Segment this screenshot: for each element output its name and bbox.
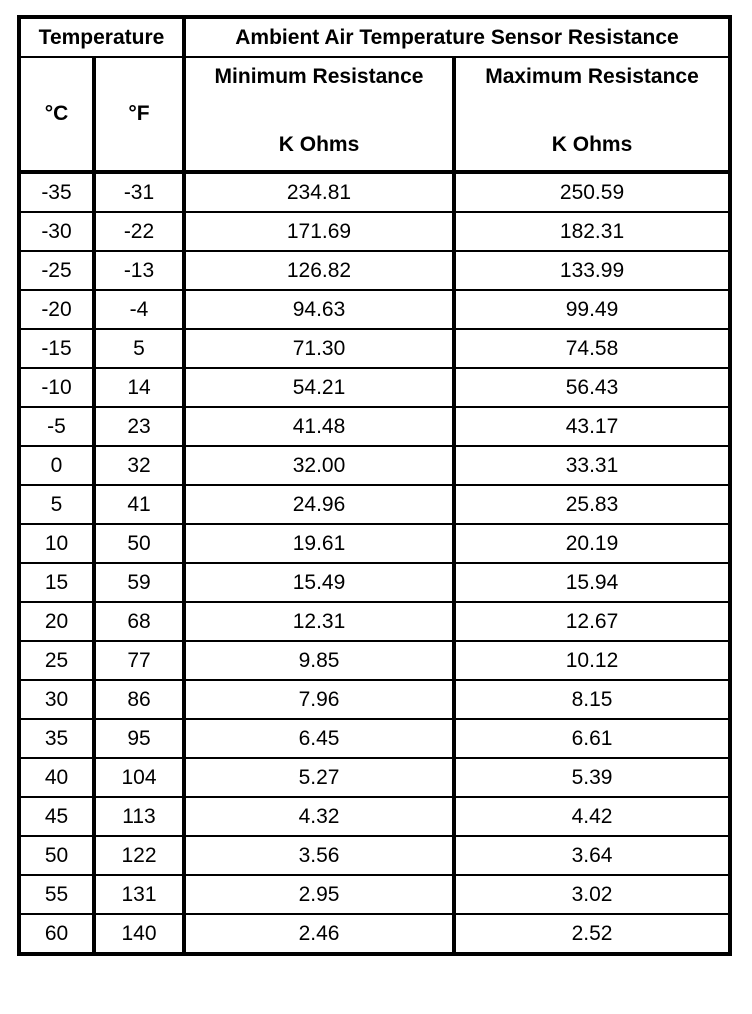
max-resistance-cell: 6.61 bbox=[454, 719, 730, 758]
celsius-cell: 25 bbox=[19, 641, 94, 680]
table-row bbox=[19, 251, 730, 290]
celsius-cell: 45 bbox=[19, 797, 94, 836]
table-row bbox=[19, 680, 730, 719]
min-resistance-cell: 234.81 bbox=[184, 172, 454, 212]
resistance-group-header: Ambient Air Temperature Sensor Resistance bbox=[184, 17, 730, 57]
min-resistance-cell: 5.27 bbox=[184, 758, 454, 797]
min-resistance-cell: 19.61 bbox=[184, 524, 454, 563]
max-resistance-cell: 99.49 bbox=[454, 290, 730, 329]
min-resistance-cell: 126.82 bbox=[184, 251, 454, 290]
fahrenheit-cell: -13 bbox=[94, 251, 184, 290]
celsius-cell: 10 bbox=[19, 524, 94, 563]
fahrenheit-header: °F bbox=[94, 57, 184, 172]
table-row bbox=[19, 212, 730, 251]
min-resistance-cell: 24.96 bbox=[184, 485, 454, 524]
fahrenheit-cell: -4 bbox=[94, 290, 184, 329]
fahrenheit-cell: 5 bbox=[94, 329, 184, 368]
min-resistance-cell: 32.00 bbox=[184, 446, 454, 485]
fahrenheit-cell: 23 bbox=[94, 407, 184, 446]
table-row bbox=[19, 914, 730, 954]
fahrenheit-cell: 59 bbox=[94, 563, 184, 602]
celsius-cell: 40 bbox=[19, 758, 94, 797]
fahrenheit-cell: 77 bbox=[94, 641, 184, 680]
max-resistance-cell: 33.31 bbox=[454, 446, 730, 485]
max-resistance-cell: 74.58 bbox=[454, 329, 730, 368]
max-resistance-cell: 133.99 bbox=[454, 251, 730, 290]
min-resistance-cell: 2.95 bbox=[184, 875, 454, 914]
sensor-resistance-table bbox=[17, 15, 732, 956]
fahrenheit-cell: 131 bbox=[94, 875, 184, 914]
celsius-cell: -30 bbox=[19, 212, 94, 251]
fahrenheit-cell: 50 bbox=[94, 524, 184, 563]
fahrenheit-cell: 32 bbox=[94, 446, 184, 485]
max-resistance-header bbox=[454, 57, 730, 172]
max-resistance-cell: 4.42 bbox=[454, 797, 730, 836]
celsius-cell: 20 bbox=[19, 602, 94, 641]
table-row bbox=[19, 290, 730, 329]
temperature-header: Temperature bbox=[19, 17, 184, 57]
max-resistance-cell: 56.43 bbox=[454, 368, 730, 407]
min-resistance-cell: 171.69 bbox=[184, 212, 454, 251]
celsius-cell: 55 bbox=[19, 875, 94, 914]
fahrenheit-cell: 41 bbox=[94, 485, 184, 524]
celsius-cell: -10 bbox=[19, 368, 94, 407]
fahrenheit-cell: -22 bbox=[94, 212, 184, 251]
header-row-columns bbox=[19, 57, 730, 172]
max-resistance-cell: 20.19 bbox=[454, 524, 730, 563]
table-row bbox=[19, 407, 730, 446]
min-resistance-unit: K Ohms bbox=[278, 133, 360, 156]
min-resistance-cell: 7.96 bbox=[184, 680, 454, 719]
table-row bbox=[19, 641, 730, 680]
min-resistance-cell: 9.85 bbox=[184, 641, 454, 680]
fahrenheit-cell: 122 bbox=[94, 836, 184, 875]
min-resistance-cell: 94.63 bbox=[184, 290, 454, 329]
min-resistance-label: Minimum Resistance bbox=[214, 65, 424, 88]
fahrenheit-cell: 68 bbox=[94, 602, 184, 641]
table-row bbox=[19, 797, 730, 836]
max-resistance-cell: 182.31 bbox=[454, 212, 730, 251]
min-resistance-cell: 54.21 bbox=[184, 368, 454, 407]
table-row bbox=[19, 329, 730, 368]
table-row bbox=[19, 485, 730, 524]
table-row bbox=[19, 719, 730, 758]
max-resistance-cell: 8.15 bbox=[454, 680, 730, 719]
celsius-cell: 35 bbox=[19, 719, 94, 758]
min-resistance-header bbox=[184, 57, 454, 172]
table-row bbox=[19, 368, 730, 407]
celsius-cell: 60 bbox=[19, 914, 94, 954]
celsius-cell: 50 bbox=[19, 836, 94, 875]
max-resistance-unit: K Ohms bbox=[551, 133, 633, 156]
max-resistance-cell: 43.17 bbox=[454, 407, 730, 446]
fahrenheit-cell: 95 bbox=[94, 719, 184, 758]
celsius-cell: -5 bbox=[19, 407, 94, 446]
celsius-cell: -25 bbox=[19, 251, 94, 290]
max-resistance-cell: 5.39 bbox=[454, 758, 730, 797]
max-resistance-cell: 250.59 bbox=[454, 172, 730, 212]
min-resistance-cell: 6.45 bbox=[184, 719, 454, 758]
max-resistance-cell: 10.12 bbox=[454, 641, 730, 680]
min-resistance-cell: 12.31 bbox=[184, 602, 454, 641]
celsius-header: °C bbox=[19, 57, 94, 172]
table-row bbox=[19, 602, 730, 641]
celsius-cell: 30 bbox=[19, 680, 94, 719]
table-row bbox=[19, 758, 730, 797]
min-resistance-cell: 15.49 bbox=[184, 563, 454, 602]
fahrenheit-cell: 140 bbox=[94, 914, 184, 954]
fahrenheit-cell: -31 bbox=[94, 172, 184, 212]
fahrenheit-cell: 14 bbox=[94, 368, 184, 407]
max-resistance-cell: 15.94 bbox=[454, 563, 730, 602]
fahrenheit-cell: 113 bbox=[94, 797, 184, 836]
max-resistance-cell: 2.52 bbox=[454, 914, 730, 954]
table-row bbox=[19, 836, 730, 875]
fahrenheit-cell: 104 bbox=[94, 758, 184, 797]
min-resistance-cell: 41.48 bbox=[184, 407, 454, 446]
min-resistance-cell: 2.46 bbox=[184, 914, 454, 954]
table-row bbox=[19, 563, 730, 602]
celsius-cell: -35 bbox=[19, 172, 94, 212]
celsius-cell: 5 bbox=[19, 485, 94, 524]
table-row bbox=[19, 875, 730, 914]
fahrenheit-cell: 86 bbox=[94, 680, 184, 719]
table-row bbox=[19, 446, 730, 485]
min-resistance-cell: 3.56 bbox=[184, 836, 454, 875]
max-resistance-cell: 3.02 bbox=[454, 875, 730, 914]
celsius-cell: 15 bbox=[19, 563, 94, 602]
max-resistance-cell: 12.67 bbox=[454, 602, 730, 641]
min-resistance-cell: 4.32 bbox=[184, 797, 454, 836]
max-resistance-label: Maximum Resistance bbox=[485, 65, 699, 88]
table-row bbox=[19, 524, 730, 563]
celsius-cell: -20 bbox=[19, 290, 94, 329]
min-resistance-cell: 71.30 bbox=[184, 329, 454, 368]
celsius-cell: 0 bbox=[19, 446, 94, 485]
header-row-group bbox=[19, 17, 730, 57]
max-resistance-cell: 25.83 bbox=[454, 485, 730, 524]
celsius-cell: -15 bbox=[19, 329, 94, 368]
max-resistance-cell: 3.64 bbox=[454, 836, 730, 875]
table-row bbox=[19, 172, 730, 212]
